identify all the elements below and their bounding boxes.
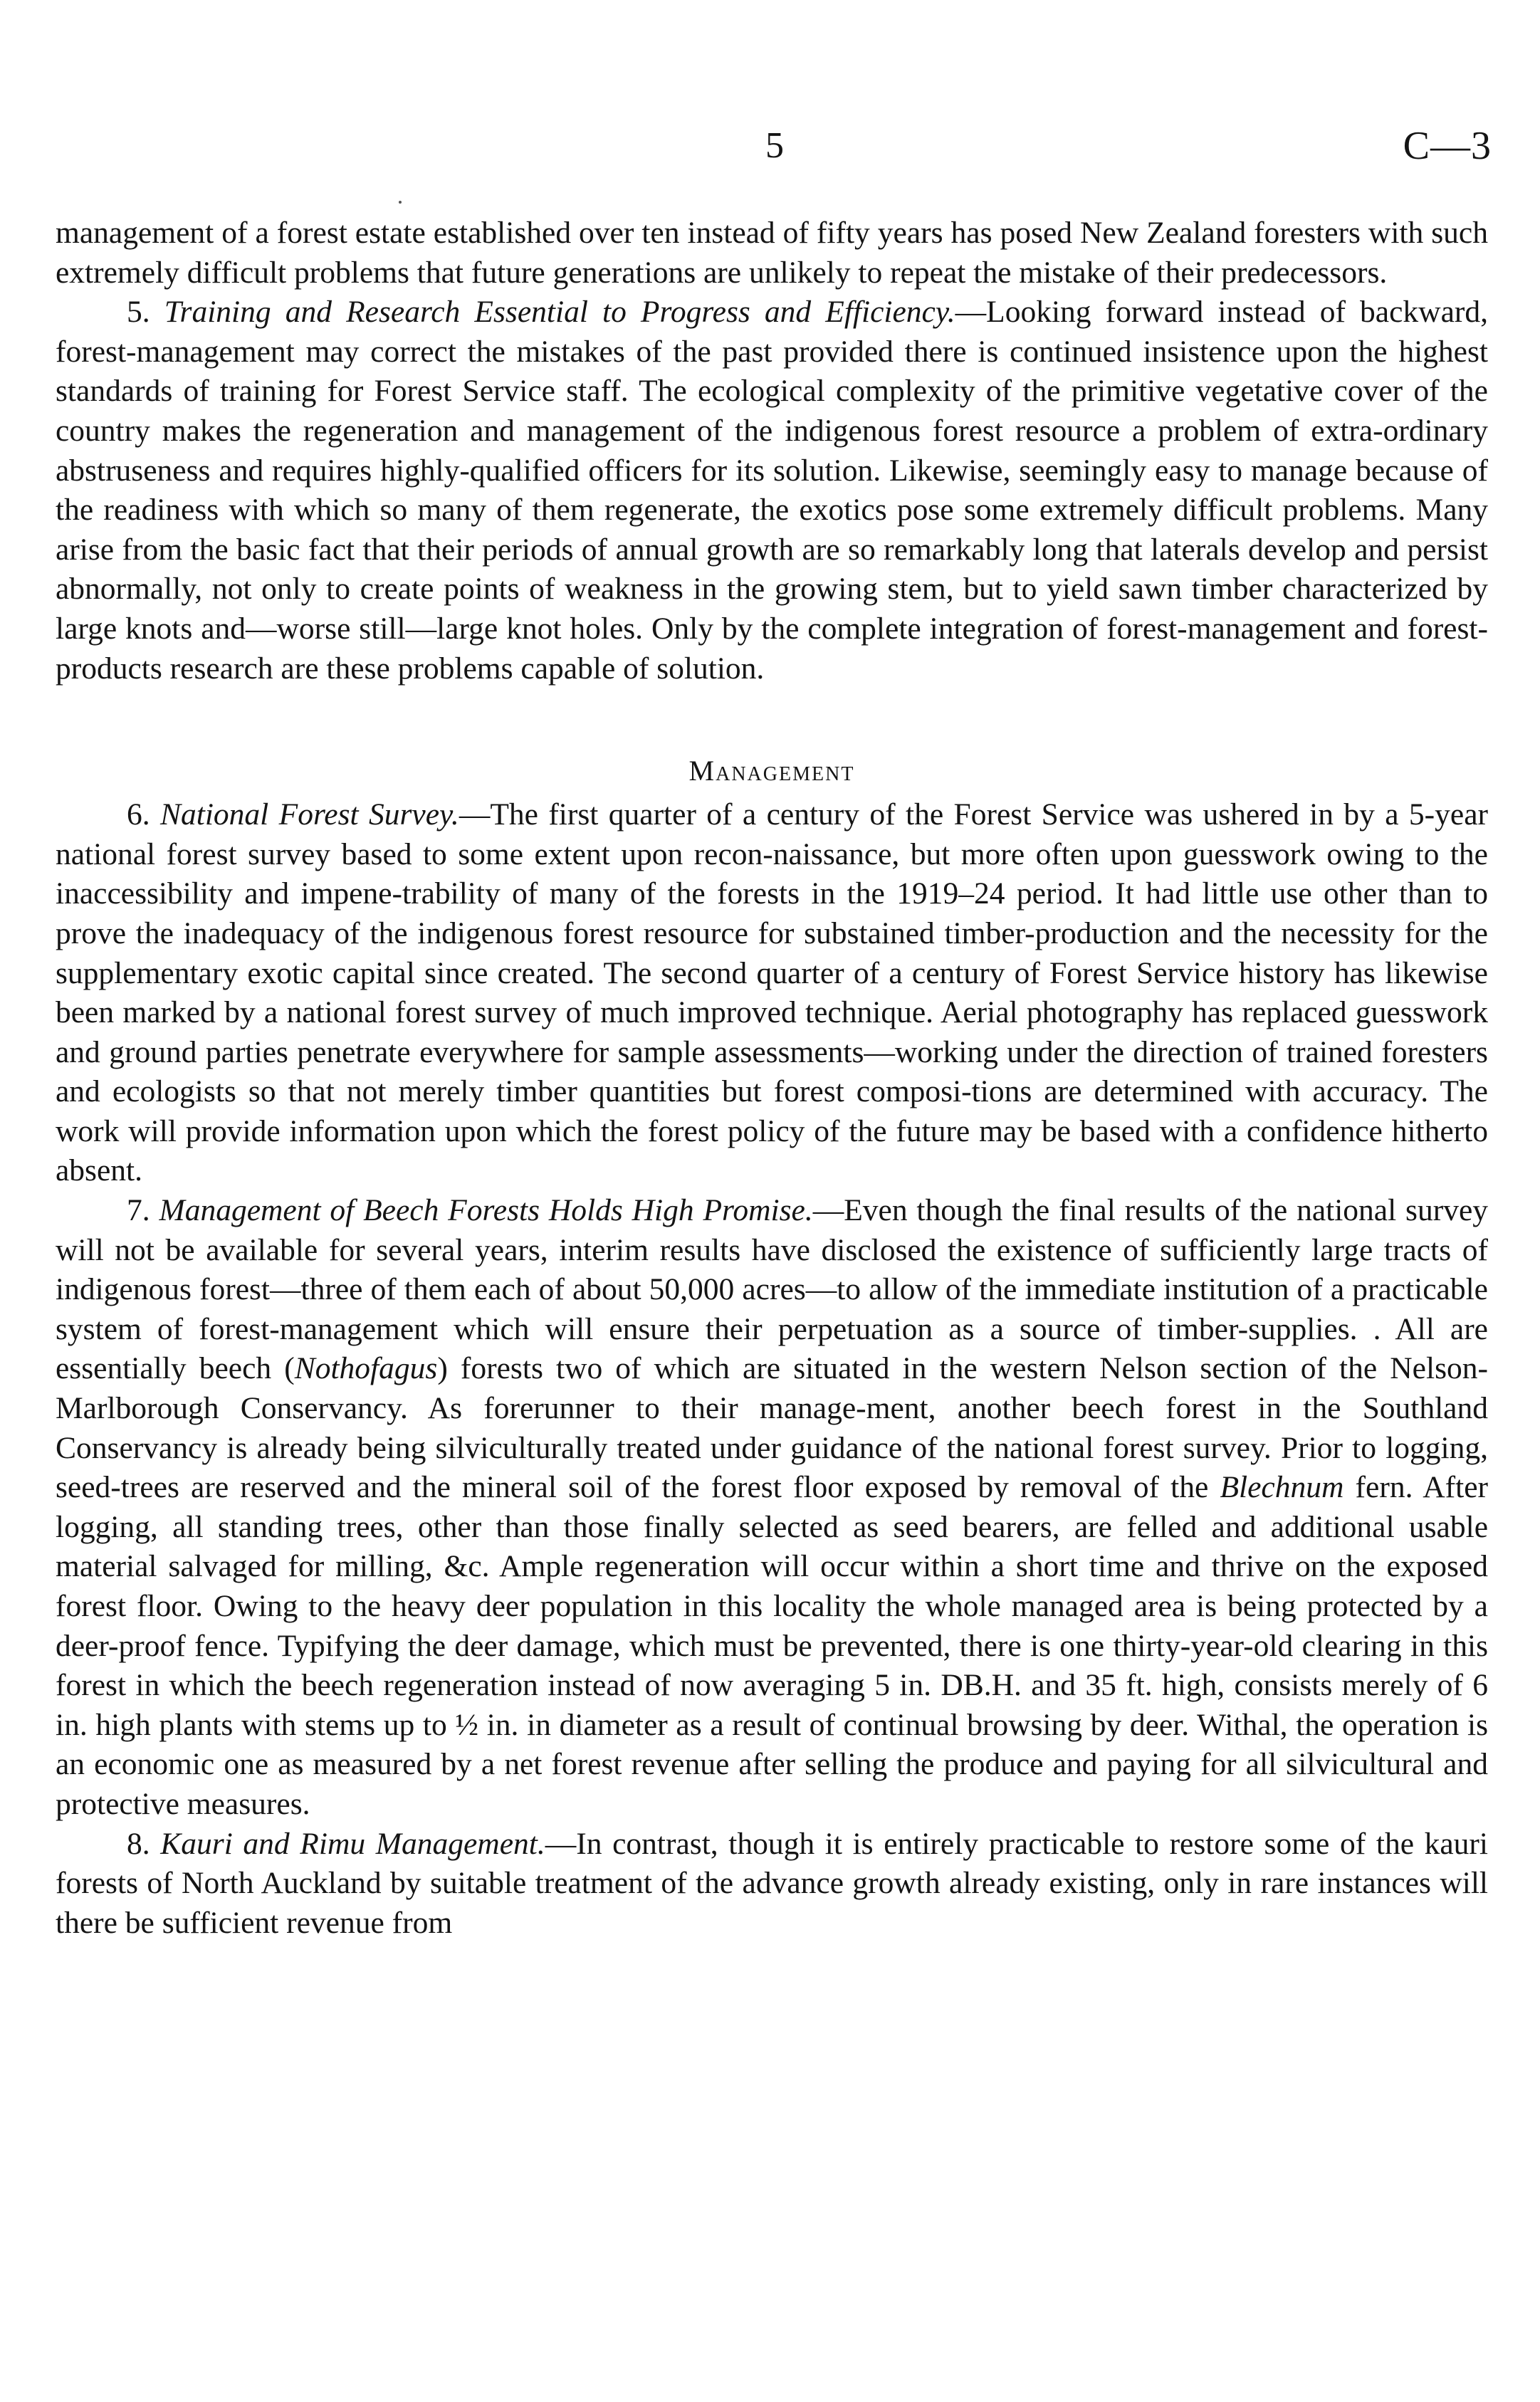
paragraph-8 [56,1825,1488,1944]
paragraph-5-title: Training and Research Essential to Progress and Efficiency. [164,295,955,330]
paragraph-6 [56,795,1488,1191]
paragraph-5-number: 5. [127,295,164,330]
paragraph-6-number: 6. [127,797,160,832]
paragraph-8-title: Kauri and Rimu Management. [160,1826,545,1861]
page-number: 5 [765,125,784,166]
section-heading-management: Management [688,755,855,787]
paragraph-7-title: Management of Beech Forests Holds High Promise. [159,1193,813,1228]
paragraph-7-text-b: ) forests two of which are situated in the western Nelson section of the Nelson-Marlborough Conservancy. As forerunner to their manage-ment, another beech forest in the Southland Conservancy is already being silviculturally treated under guidance of the national forest survey. Prior to logging, seed-trees are reserved and the mineral soil of the forest floor exposed by removal of the [56,1351,1488,1505]
paragraph-5 [56,293,1488,688]
paragraph-7-text-a: —Even though the final results of the national survey will not be available for several years, interim results have disclosed the existence of sufficiently large tracts of indigenous forest—three of them each of about 50,000 acres—to allow of the immediate institution of a practicable system of forest-management which will ensure their perpetuation as a source of timber-supplies. . All are essentially beech ( [56,1193,1489,1386]
paragraph-7-number: 7. [127,1193,159,1228]
paragraph-8-number: 8. [127,1826,161,1861]
paragraph-continuation: management of a forest estate established over ten instead of fifty years has posed New Zealand foresters with such extremely difficult problems that future generations are unlikely to repeat the mistake of their predecessors. [56,216,1488,290]
genus-nothofagus: Nothofagus [294,1351,438,1386]
paragraph-7-text-c: fern. After logging, all standing trees, other than those finally selected as seed bearers, are felled and additional usable material salvaged for milling, &c. Ample regeneration will occur within a short time and thrive on the exposed forest floor. Owing to the heavy deer population in this locality the whole managed area is being protected by a deer-proof fence. Typifying the deer damage, which must be prevented, there is one thirty-year-old clearing in this forest in which the beech regeneration instead of now averaging 5 in. DB.H. and 35 ft. high, consists merely of 6 in. high plants with stems up to ½ in. in diameter as a result of continual browsing by deer. Withal, the operation is an economic one as measured by a net forest revenue after selling the produce and paying for all silvicultural and protective measures. [56,1470,1488,1821]
paragraph-8-text: —In contrast, though it is entirely practicable to restore some of the kauri forests of North Auckland by suitable treatment of the advance growth already existing, only in rare instances will there be sufficient revenue from [56,1826,1489,1940]
paragraph-7 [56,1191,1488,1825]
paragraph-5-text: —Looking forward instead of backward, forest-management may correct the mistakes of the past provided there is continued insistence upon the highest standards of training for Forest Service staff. The ecological complexity of the primitive vegetative cover of the country makes the regeneration and management of the indigenous forest resource a problem of extra-ordinary abstruseness and requires highly-qualified officers for its solution. Likewise, seemingly easy to manage because of the readiness with which so many of them regenerate, the exotics pose some extremely difficult problems. Many arise from the basic fact that their periods of annual growth are so remarkably long that laterals develop and persist abnormally, not only to create points of weakness in the growing stem, but to yield sawn timber characterized by large knots and—worse still—large knot holes. Only by the complete integration of forest-management and forest-products research are these problems capable of solution. [56,295,1489,686]
body-text [56,214,1488,1943]
print-speck [399,201,402,204]
genus-blechnum: Blechnum [1220,1470,1344,1505]
paragraph-6-text: —The first quarter of a century of the Forest Service was ushered in by a 5-year national forest survey based to some extent upon recon-naissance, but more often upon guesswork owing to the inaccessibility and impene-trability of many of the forests in the 1919–24 period. It had little use other than to prove the inadequacy of the indigenous forest resource for substained timber-production and the necessity for the supplementary exotic capital since created. The second quarter of a century of Forest Service history has likewise been marked by a national forest survey of much improved technique. Aerial photography has replaced guesswork and ground parties penetrate everywhere for sample assessments—working under the direction of trained foresters and ecologists so that not merely timber quantities but forest composi-tions are determined with accuracy. The work will provide information upon which the forest policy of the future may be based with a confidence hitherto absent. [56,797,1489,1188]
document-reference: C—3 [1403,124,1492,168]
paragraph-6-title: National Forest Survey. [160,797,459,832]
